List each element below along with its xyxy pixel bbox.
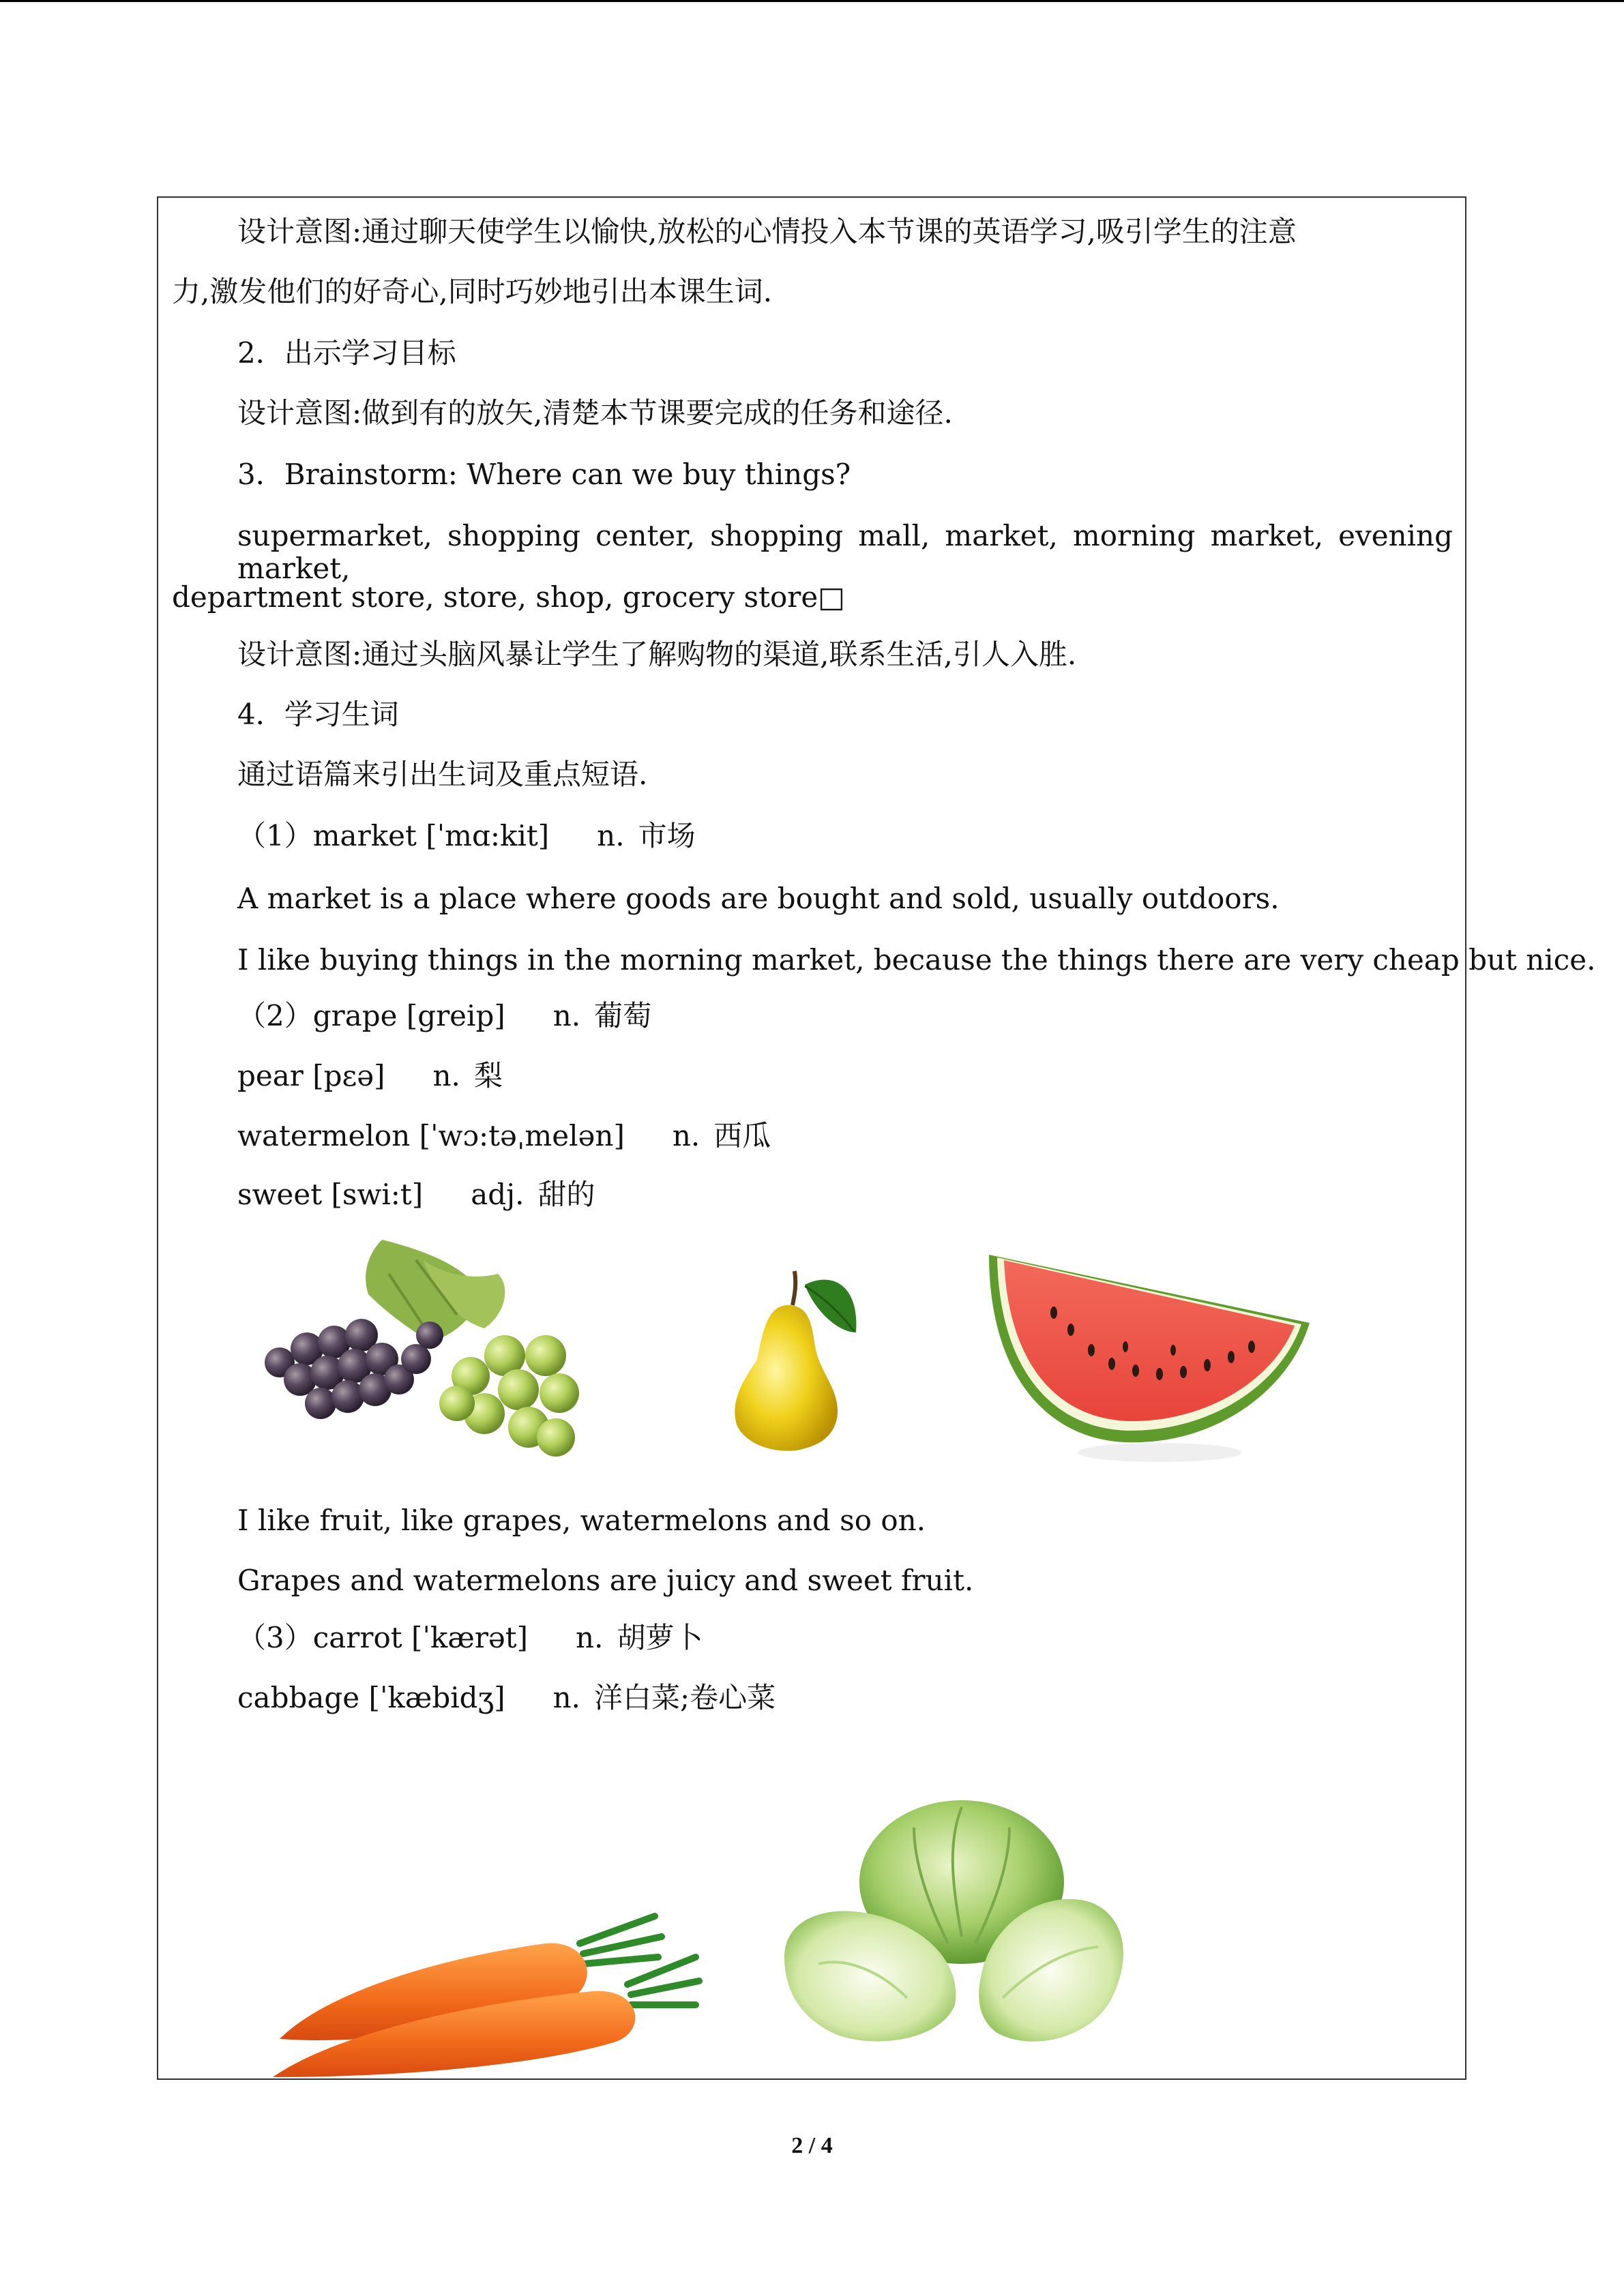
vocab-word: sweet [swi:t] xyxy=(237,1178,424,1211)
vocab-pos: n. xyxy=(552,1681,581,1714)
design-intent-1-line-2: 力,激发他们的好奇心,同时巧妙地引出本课生词. xyxy=(172,275,773,308)
example-sentence-1: A market is a place where goods are bought and sold, usually outdoors. xyxy=(237,882,1280,915)
vocab-grape xyxy=(237,1000,651,1032)
carrots-image xyxy=(273,1903,709,2077)
design-intent-3: 设计意图:通过头脑风暴让学生了解购物的渠道,联系生活,引人入胜. xyxy=(237,638,1077,671)
page-indicator: 2 / 4 xyxy=(791,2133,833,2158)
example-sentence-3: I like fruit, like grapes, watermelons and so on. xyxy=(237,1504,926,1537)
vocab-word: grape [greip] xyxy=(312,999,505,1032)
watermelon-image xyxy=(969,1248,1316,1473)
vocab-number: （2） xyxy=(237,999,313,1032)
vocab-pos: adj. xyxy=(471,1178,525,1211)
vocab-cabbage xyxy=(237,1682,776,1714)
vocab-carrot xyxy=(237,1622,703,1654)
vocab-meaning: 洋白菜;卷心菜 xyxy=(594,1681,776,1714)
vocab-word: pear [pεə] xyxy=(237,1059,385,1092)
pear-image xyxy=(703,1257,866,1455)
vocab-pos: n. xyxy=(672,1119,700,1152)
design-intent-1-line-1: 设计意图:通过聊天使学生以愉快,放松的心情投入本节课的英语学习,吸引学生的注意 xyxy=(237,215,1297,248)
places-line-2: department store, store, shop, grocery store□ xyxy=(172,580,845,614)
top-rule xyxy=(0,0,1624,2)
places-line-1: supermarket, shopping center, shopping mall, market, morning market, evening market, xyxy=(237,519,1453,586)
vocab-meaning: 梨 xyxy=(473,1059,503,1092)
vocab-word: watermelon [ˈwɔ:təˌmelən] xyxy=(237,1119,625,1152)
vocab-meaning: 西瓜 xyxy=(713,1119,771,1152)
example-sentence-2: I like buying things in the morning market, because the things there are very cheap but nice. xyxy=(237,943,1596,976)
step-3-heading: 3．Brainstorm: Where can we buy things? xyxy=(237,458,851,491)
vocab-word: cabbage [ˈkæbidʒ] xyxy=(237,1681,505,1714)
vocab-pos: n. xyxy=(597,819,625,852)
vocab-watermelon xyxy=(237,1120,771,1152)
vocab-number: （1） xyxy=(237,819,313,852)
design-intent-2: 设计意图:做到有的放矢,清楚本节课要完成的任务和途径. xyxy=(237,396,953,430)
vocab-pos: n. xyxy=(576,1621,604,1654)
step-2-heading: 2．出示学习目标 xyxy=(237,336,456,370)
step-4-heading: 4．学习生词 xyxy=(237,698,399,731)
example-sentence-4: Grapes and watermelons are juicy and sweet fruit. xyxy=(237,1564,974,1597)
vocab-number: （3） xyxy=(237,1621,313,1654)
vocab-market xyxy=(237,820,696,852)
intro-text: 通过语篇来引出生词及重点短语. xyxy=(237,758,648,791)
cabbage-image xyxy=(778,1800,1139,2073)
vocab-pos: n. xyxy=(432,1059,460,1092)
vocab-sweet xyxy=(237,1178,595,1211)
vocab-pos: n. xyxy=(552,999,581,1032)
vocab-word: market [ˈmɑ:kit] xyxy=(312,819,550,852)
vocab-meaning: 甜的 xyxy=(537,1178,595,1211)
vocab-meaning: 胡萝卜 xyxy=(617,1621,703,1654)
vocab-pear xyxy=(237,1060,503,1092)
vocab-meaning: 葡萄 xyxy=(594,999,652,1032)
vocab-meaning: 市场 xyxy=(638,819,696,852)
vocab-word: carrot [ˈkærət] xyxy=(312,1621,529,1654)
grapes-image xyxy=(252,1233,587,1465)
